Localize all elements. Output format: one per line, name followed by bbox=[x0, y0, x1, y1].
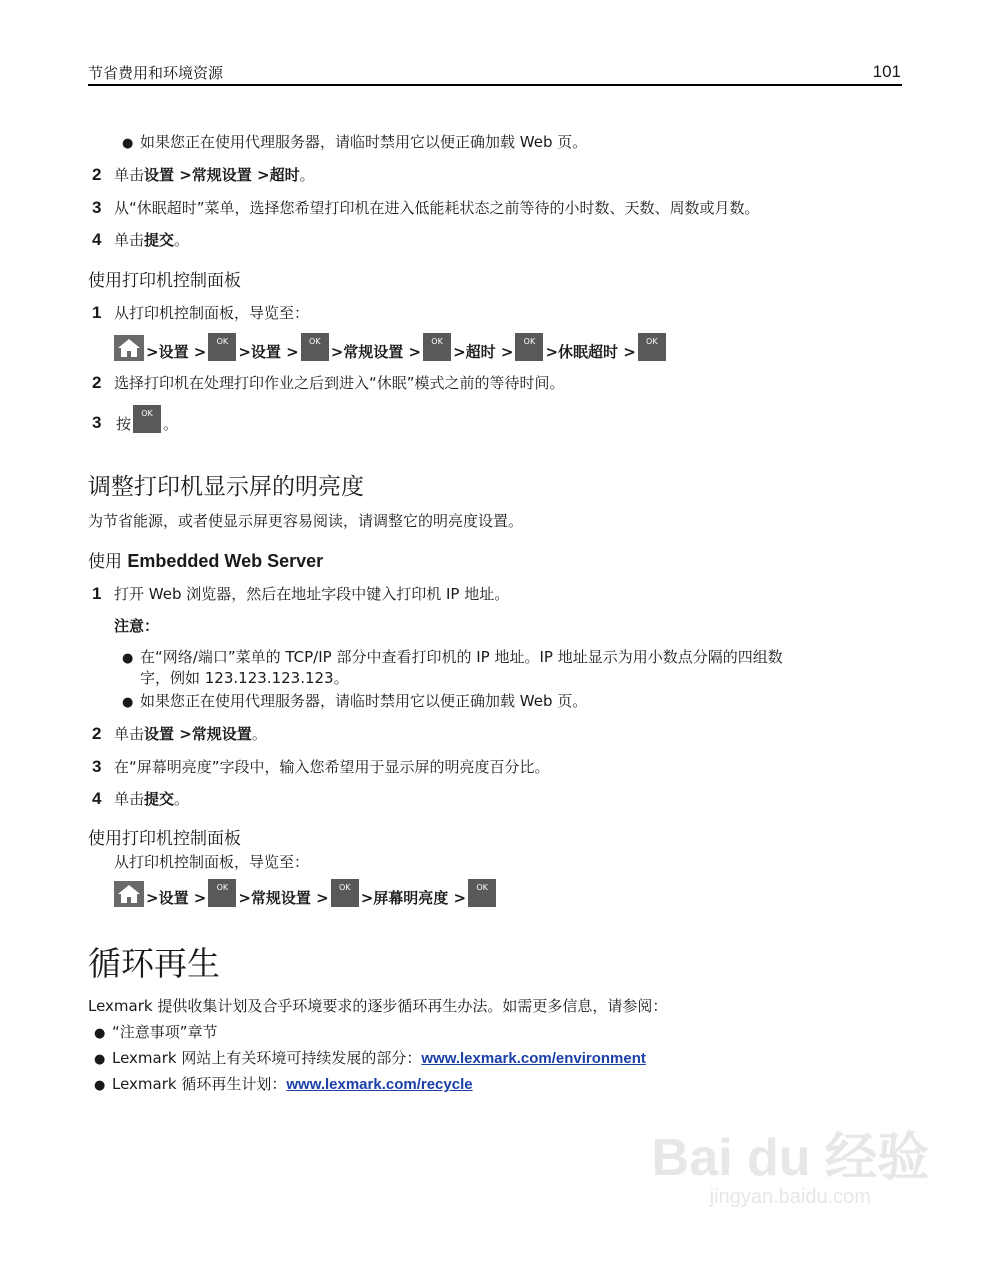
recycle-link[interactable]: www.lexmark.com/recycle bbox=[286, 1076, 473, 1093]
step-3-sleep-menu: 3 从“休眠超时”菜单，选择您希望打印机在进入低能耗状态之前等待的小时数、天数、周数或月数。 bbox=[92, 198, 760, 217]
bullet-proxy-2: ● 如果您正在使用代理服务器，请临时禁用它以便正确加载 Web 页。 bbox=[122, 692, 588, 710]
page-number: 101 bbox=[872, 62, 901, 81]
home-icon bbox=[114, 881, 144, 907]
heading-ews: 使用 Embedded Web Server bbox=[88, 551, 324, 572]
note-label: 注意： bbox=[114, 617, 160, 635]
recycling-item-environment: ● Lexmark 网站上有关环境可持续发展的部分：www.lexmark.com/environment bbox=[94, 1049, 646, 1067]
step-2-timeout: 2 单击设置 >常规设置 >超时。 bbox=[92, 165, 315, 184]
cp1-step-1: 1 从打印机控制面板，导览至： bbox=[92, 303, 310, 322]
ok-button-icon: OK bbox=[638, 333, 666, 361]
ok-button-icon: OK bbox=[515, 333, 543, 361]
ok-button-icon: OK bbox=[468, 879, 496, 907]
brightness-intro: 为节省能源，或者使显示屏更容易阅读，请调整它的明亮度设置。 bbox=[88, 512, 524, 530]
running-header: 节省费用和环境资源 bbox=[88, 64, 224, 82]
cp2-navigate-text: 从打印机控制面板，导览至： bbox=[114, 853, 310, 871]
cp2-navigation-sequence: >设置 > OK >常规设置 > OK >屏幕明亮度 > OK bbox=[114, 879, 496, 907]
ok-button-icon: OK bbox=[133, 405, 161, 433]
recycling-item-notices: ● “注意事项”章节 bbox=[94, 1023, 218, 1041]
ok-button-icon: OK bbox=[208, 333, 236, 361]
baidu-jingyan-watermark: Bai du 经验 jingyan.baidu.com bbox=[651, 1129, 929, 1208]
section-title-brightness: 调整打印机显示屏的明亮度 bbox=[88, 474, 364, 500]
bullet-ip-address-cont: 字，例如 123.123.123.123。 bbox=[140, 669, 349, 687]
recycling-item-recycle: ● Lexmark 循环再生计划：www.lexmark.com/recycle bbox=[94, 1075, 473, 1093]
ews-step-3: 3 在“屏幕明亮度”字段中，输入您希望用于显示屏的明亮度百分比。 bbox=[92, 757, 550, 776]
heading-control-panel-1: 使用打印机控制面板 bbox=[88, 271, 241, 291]
ok-button-icon: OK bbox=[423, 333, 451, 361]
environment-link[interactable]: www.lexmark.com/environment bbox=[421, 1050, 646, 1067]
ok-button-icon: OK bbox=[331, 879, 359, 907]
step-4-submit: 4 单击提交。 bbox=[92, 230, 190, 249]
heading-control-panel-2: 使用打印机控制面板 bbox=[88, 829, 241, 849]
cp1-step-2: 2 选择打印机在处理打印作业之后到进入“休眠”模式之前的等待时间。 bbox=[92, 373, 565, 392]
ews-step-1: 1 打开 Web 浏览器，然后在地址字段中键入打印机 IP 地址。 bbox=[92, 584, 510, 603]
ews-step-2: 2 单击设置 >常规设置。 bbox=[92, 724, 267, 743]
ok-button-icon: OK bbox=[301, 333, 329, 361]
ews-step-4: 4 单击提交。 bbox=[92, 789, 190, 808]
bullet-proxy-1: ● 如果您正在使用代理服务器，请临时禁用它以便正确加载 Web 页。 bbox=[122, 133, 588, 151]
bullet-ip-address: ● 在“网络/端口”菜单的 TCP/IP 部分中查看打印机的 IP 地址。IP 地址显示为用小数点分隔的四组数 bbox=[122, 648, 783, 666]
cp1-navigation-sequence: >设置 > OK >设置 > OK >常规设置 > OK >超时 > OK >休眠超时 > OK bbox=[114, 333, 666, 361]
recycling-intro: Lexmark 提供收集计划及合乎环境要求的逐步循环再生办法。如需更多信息，请参阅： bbox=[88, 997, 668, 1015]
ok-button-icon: OK bbox=[208, 879, 236, 907]
section-title-recycling: 循环再生 bbox=[88, 944, 220, 983]
home-icon bbox=[114, 335, 144, 361]
cp1-step-3: 3 按 OK 。 bbox=[92, 405, 180, 433]
header-rule bbox=[88, 84, 902, 86]
